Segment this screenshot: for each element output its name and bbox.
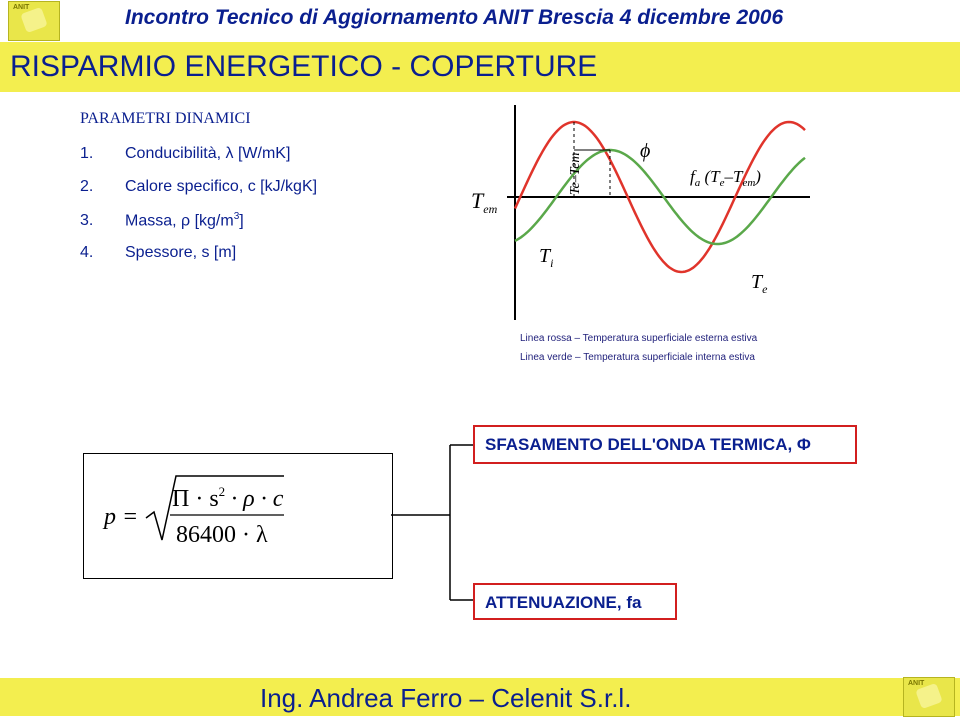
header-bar: [0, 0, 960, 40]
param-superscript: 3: [233, 211, 240, 222]
footer-text: Ing. Andrea Ferro – Celenit S.r.l.: [260, 683, 632, 713]
wave-graph-svg: [465, 100, 810, 325]
param-text: Massa, ρ [kg/m: [125, 212, 234, 230]
formula-numerator: $\Pi \cdot s^2 \cdot \rho \cdot c$: [172, 484, 284, 512]
label-ti: $T_i$: [539, 245, 554, 270]
connector-lines: [390, 440, 480, 610]
param-text: Spessore, s [m]: [125, 244, 237, 261]
param-number: 3.: [80, 212, 94, 230]
param-text: Calore specifico, c [kJ/kgK]: [125, 178, 318, 195]
label-amplitude: Te–Tem: [568, 152, 583, 195]
title-bar: [0, 42, 960, 92]
legend-green: Linea verde – Temperatura superficiale interna estiva: [520, 352, 755, 363]
param-item: [80, 145, 290, 163]
formula-denominator: 86400 · λ: [176, 522, 268, 548]
param-item: [80, 211, 244, 230]
anit-logo: [8, 1, 60, 41]
logo-text: ANIT: [908, 680, 925, 687]
param-text-tail: ]: [239, 212, 244, 230]
attenuazione-label: ATTENUAZIONE, fa: [485, 593, 642, 612]
formula-svg: [84, 454, 392, 578]
params-title: PARAMETRI DINAMICI: [80, 110, 251, 127]
label-tem: $T_{em}$: [471, 188, 498, 216]
logo-text: ANIT: [13, 4, 30, 11]
anit-logo-footer: [903, 677, 955, 717]
legend-red: Linea rossa – Temperatura superficiale esterna estiva: [520, 333, 758, 344]
attenuazione-box: [473, 583, 677, 620]
param-number: 4.: [80, 244, 94, 261]
param-text: Conducibilità, λ [W/mK]: [125, 145, 291, 162]
param-number: 1.: [80, 145, 94, 162]
page-title: RISPARMIO ENERGETICO - COPERTURE: [10, 50, 598, 83]
sfasamento-box: [473, 425, 857, 464]
formula-lhs: p =: [104, 504, 139, 530]
label-phi: ϕ: [640, 140, 651, 162]
param-item: [80, 178, 317, 196]
label-fa: $f_a$ $(T_e-T_{em})$: [690, 167, 761, 189]
header-title: Incontro Tecnico di Aggiornamento ANIT Brescia 4 dicembre 2006: [125, 6, 784, 29]
wave-graph: [465, 100, 810, 325]
sfasamento-label: SFASAMENTO DELL'ONDA TERMICA, Φ: [485, 435, 811, 454]
param-item: [80, 244, 236, 262]
param-number: 2.: [80, 178, 94, 195]
formula-box: [83, 453, 393, 579]
label-te: $T_e$: [751, 271, 768, 296]
